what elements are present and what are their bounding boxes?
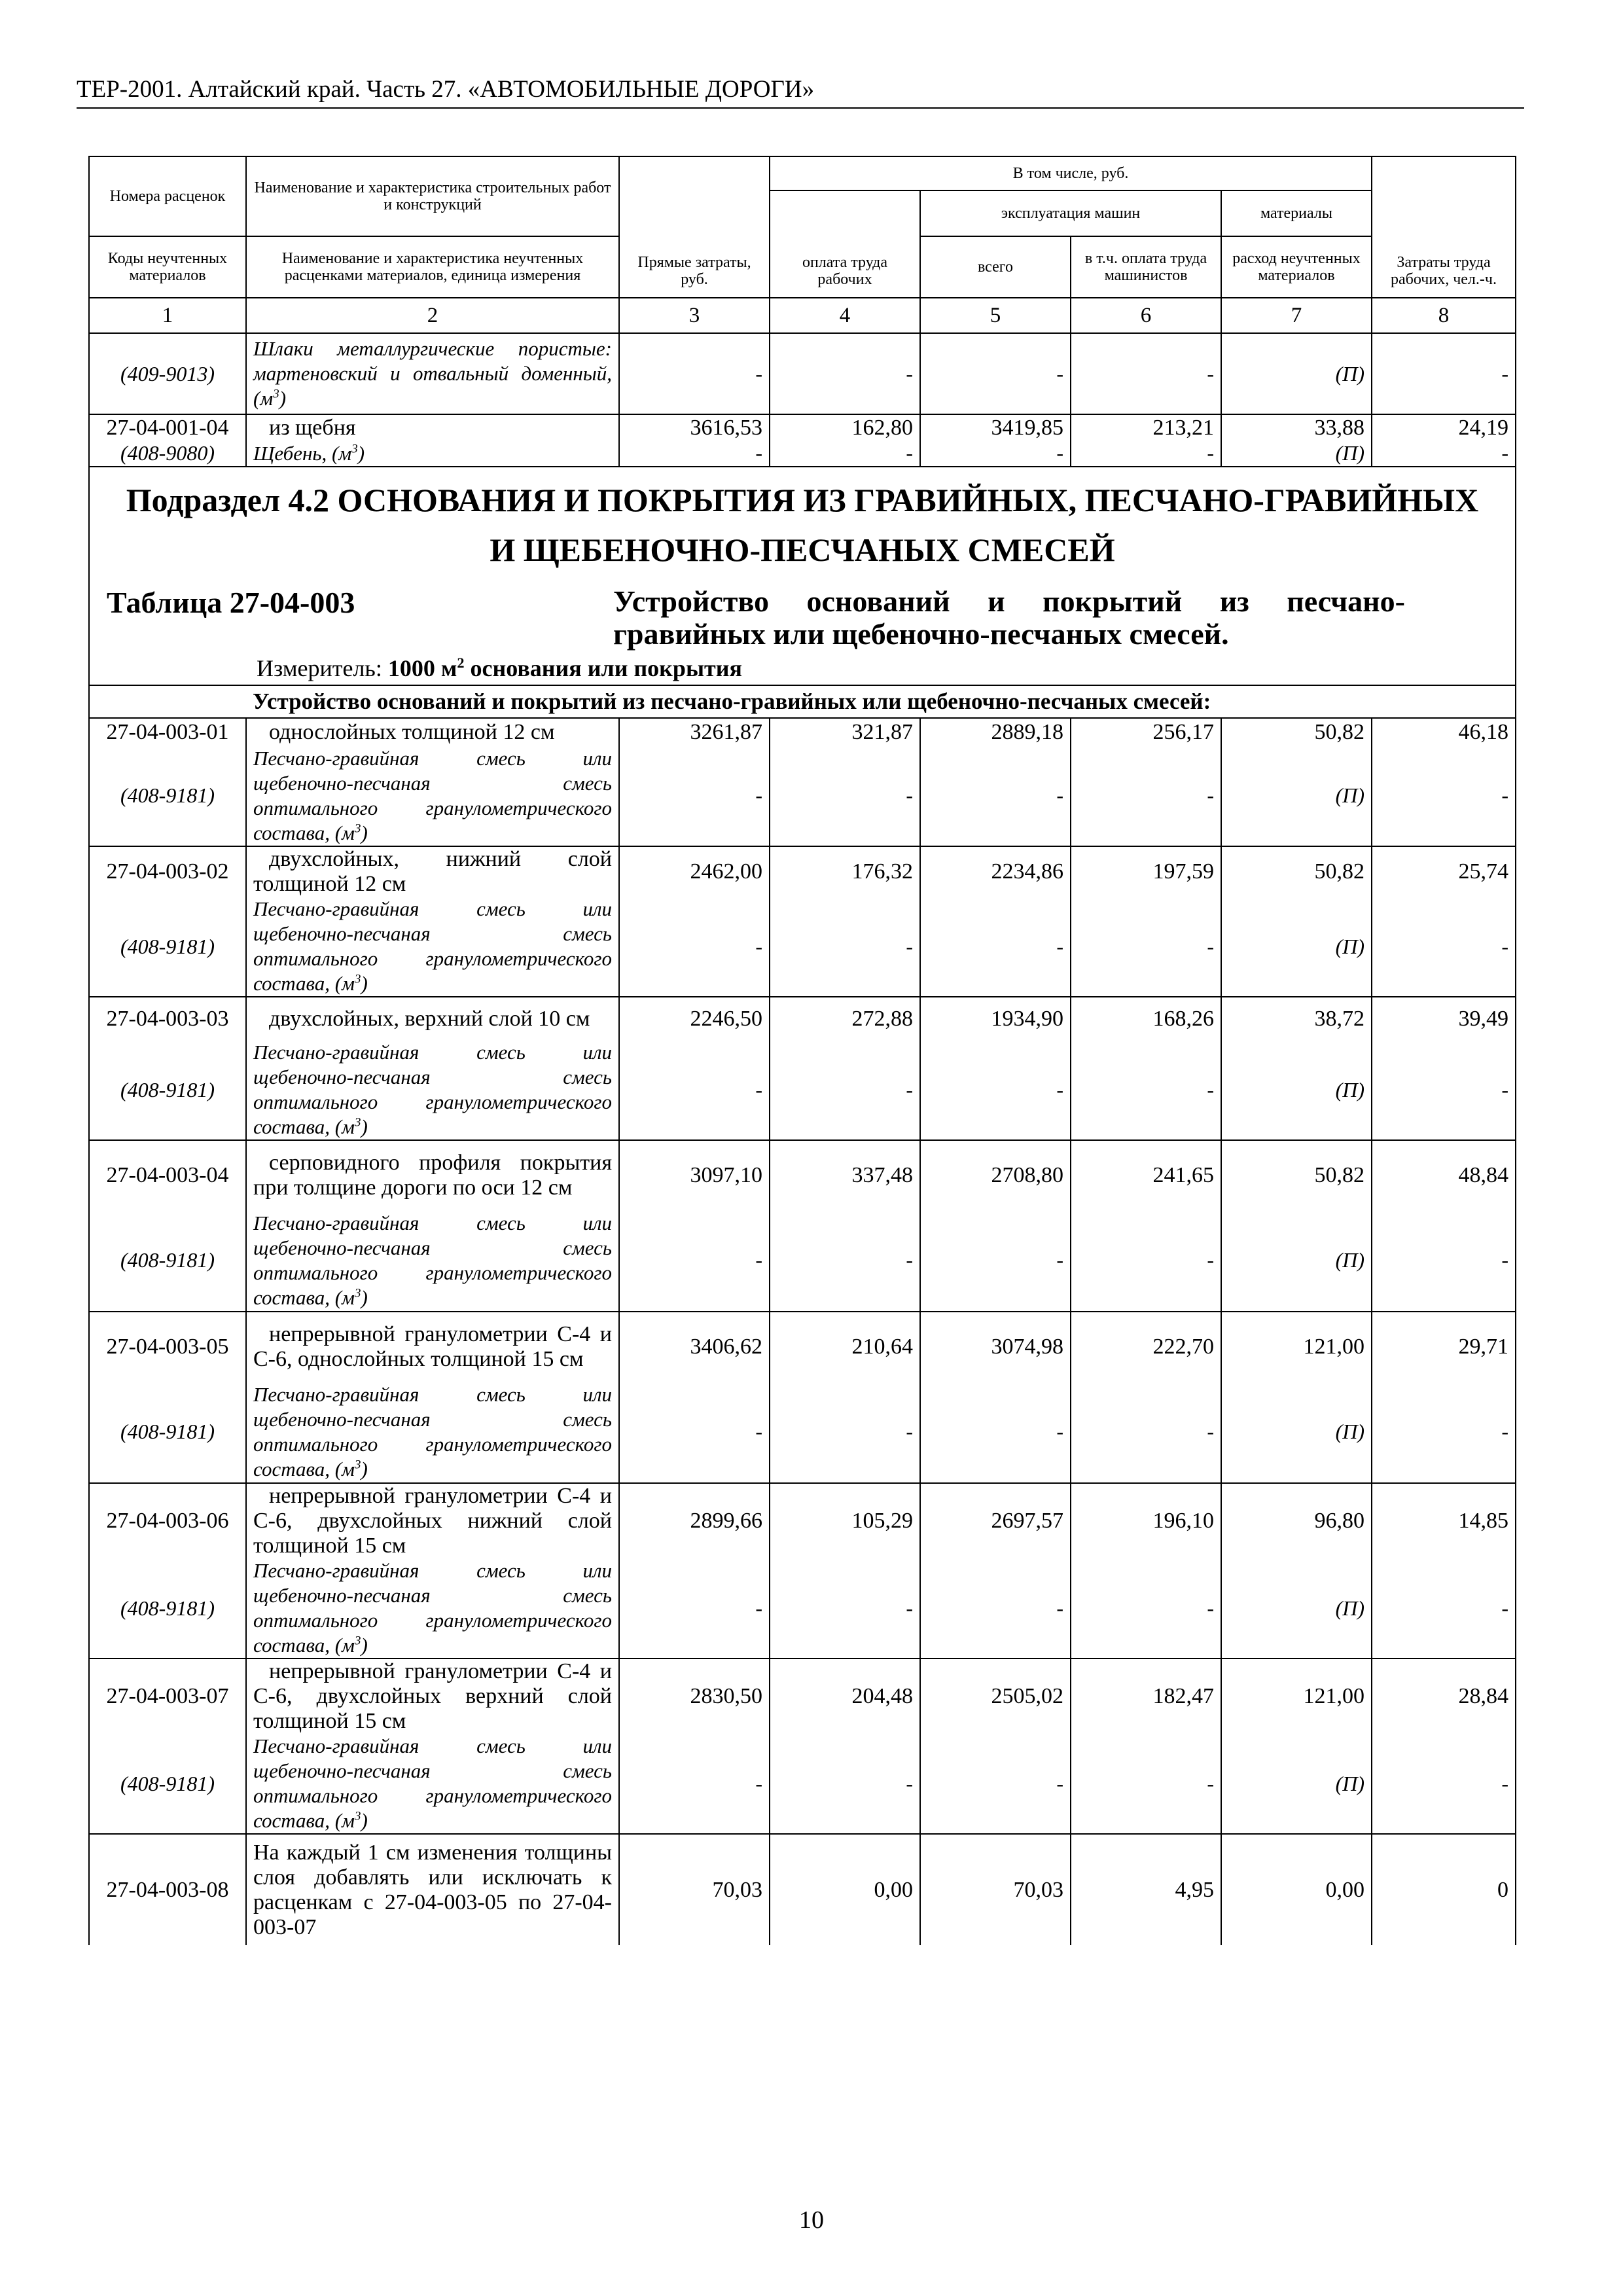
material-name: Шлаки металлургические пористые: мартеновский и отвальный доменный, $(м^3)$: [246, 333, 619, 414]
value-cell: -: [1071, 1040, 1221, 1140]
table-row: [89, 333, 1516, 414]
value-cell: 29,71: [1372, 1312, 1516, 1381]
value-cell: -: [619, 1558, 770, 1659]
material-name: Песчано-гравийная смесь или щебеночно-песчаная смесь оптимального гранулометрического состава, $(м^3)$: [246, 745, 619, 846]
header-materials: материалы: [1221, 190, 1372, 236]
material-code: (409-9013): [89, 333, 246, 414]
value-cell: (П): [1221, 1381, 1372, 1483]
value-cell: -: [619, 1210, 770, 1312]
value-cell: 196,10: [1071, 1483, 1221, 1558]
value-cell: (П): [1221, 1040, 1372, 1140]
value-cell: -: [1071, 440, 1221, 467]
value-cell: 2889,18: [920, 718, 1071, 745]
table-row: [89, 997, 1516, 1040]
value-cell: 2505,02: [920, 1659, 1071, 1734]
price-code: 27-04-003-03: [89, 997, 246, 1040]
value-cell: 70,03: [619, 1834, 770, 1945]
table-title-cell: [89, 575, 1516, 685]
section-heading-row: [89, 467, 1516, 575]
value-cell: 38,72: [1221, 997, 1372, 1040]
value-cell: 3261,87: [619, 718, 770, 745]
table-row: [89, 1834, 1516, 1945]
work-name: двухслойных, верхний слой 10 см: [246, 997, 619, 1040]
value-cell: 24,19: [1372, 414, 1516, 440]
value-cell: -: [619, 745, 770, 846]
value-cell: -: [1372, 1210, 1516, 1312]
header-machine-operation: эксплуатация машин: [920, 190, 1221, 236]
value-cell: -: [619, 897, 770, 997]
table-row: [89, 846, 1516, 897]
value-cell: -: [1071, 897, 1221, 997]
material-name: Щебень, $(м^3)$: [246, 440, 619, 467]
value-cell: 39,49: [1372, 997, 1516, 1040]
rates-table: [88, 156, 1516, 1945]
work-name: непрерывной гранулометрии С-4 и С-6, однослойных толщиной 15 см: [246, 1312, 619, 1381]
value-cell: 1934,90: [920, 997, 1071, 1040]
table-title: Устройство оснований и покрытий из песчано-гравийных или щебеночно-песчаных смесей.: [613, 584, 1405, 651]
value-cell: (П): [1221, 440, 1372, 467]
value-cell: 50,82: [1221, 846, 1372, 897]
value-cell: 4,95: [1071, 1834, 1221, 1945]
value-cell: -: [920, 1381, 1071, 1483]
material-code: (408-9181): [89, 897, 246, 997]
value-cell: -: [770, 745, 920, 846]
column-number: 8: [1372, 298, 1516, 333]
table-row: [89, 745, 1516, 846]
material-code: (408-9181): [89, 1381, 246, 1483]
value-cell: -: [1071, 745, 1221, 846]
table-row: [89, 1381, 1516, 1483]
material-name: Песчано-гравийная смесь или щебеночно-песчаная смесь оптимального гранулометрического состава, $(м^3)$: [246, 1040, 619, 1140]
value-cell: 2899,66: [619, 1483, 770, 1558]
header-work-name: Наименование и характеристика строительных работ и конструкций: [246, 156, 619, 236]
value-cell: -: [1071, 1734, 1221, 1834]
work-name: серповидного профиля покрытия при толщине дороги по оси 12 см: [246, 1140, 619, 1210]
column-number: 4: [770, 298, 920, 333]
value-cell: 33,88: [1221, 414, 1372, 440]
value-cell: 0,00: [770, 1834, 920, 1945]
value-cell: (П): [1221, 745, 1372, 846]
table-row: [89, 897, 1516, 997]
header-material-consumption: расход неучтенных материалов: [1221, 236, 1372, 298]
table-row: [89, 440, 1516, 467]
column-number: 2: [246, 298, 619, 333]
value-cell: 3419,85: [920, 414, 1071, 440]
header-machinist-pay: в т.ч. оплата труда машинистов: [1071, 236, 1221, 298]
table-label: Таблица 27-04-003: [107, 586, 355, 619]
price-code: 27-04-003-05: [89, 1312, 246, 1381]
value-cell: 2234,86: [920, 846, 1071, 897]
value-cell: -: [1372, 745, 1516, 846]
value-cell: 105,29: [770, 1483, 920, 1558]
table-row: [89, 1659, 1516, 1734]
table-title-row: [89, 575, 1516, 685]
value-cell: -: [1372, 1558, 1516, 1659]
value-cell: -: [619, 440, 770, 467]
value-cell: 222,70: [1071, 1312, 1221, 1381]
work-name: однослойных толщиной 12 см: [246, 718, 619, 745]
value-cell: -: [1372, 1381, 1516, 1483]
value-cell: 204,48: [770, 1659, 920, 1734]
value-cell: -: [619, 333, 770, 414]
value-cell: -: [1372, 1040, 1516, 1140]
value-cell: 3406,62: [619, 1312, 770, 1381]
value-cell: 3074,98: [920, 1312, 1071, 1381]
value-cell: 2697,57: [920, 1483, 1071, 1558]
value-cell: -: [920, 897, 1071, 997]
value-cell: -: [619, 1734, 770, 1834]
value-cell: -: [770, 1040, 920, 1140]
material-code: (408-9181): [89, 745, 246, 846]
value-cell: 25,74: [1372, 846, 1516, 897]
table-row: [89, 414, 1516, 440]
value-cell: 2708,80: [920, 1140, 1071, 1210]
value-cell: 28,84: [1372, 1659, 1516, 1734]
value-cell: 48,84: [1372, 1140, 1516, 1210]
value-cell: 50,82: [1221, 718, 1372, 745]
price-code: 27-04-001-04: [89, 414, 246, 440]
value-cell: 197,59: [1071, 846, 1221, 897]
value-cell: -: [770, 333, 920, 414]
value-cell: -: [1372, 333, 1516, 414]
table-row: [89, 1210, 1516, 1312]
value-cell: 337,48: [770, 1140, 920, 1210]
value-cell: 213,21: [1071, 414, 1221, 440]
price-code: 27-04-003-08: [89, 1834, 246, 1945]
column-number: 7: [1221, 298, 1372, 333]
work-name: из щебня: [246, 414, 619, 440]
header-worker-pay: оплата труда рабочих: [770, 190, 920, 298]
value-cell: 3097,10: [619, 1140, 770, 1210]
material-code: (408-9181): [89, 1210, 246, 1312]
value-cell: 321,87: [770, 718, 920, 745]
material-code: (408-9080): [89, 440, 246, 467]
price-code: 27-04-003-01: [89, 718, 246, 745]
work-name: На каждый 1 см изменения толщины слоя добавлять или исключать к расценкам с 27-04-003-05 по 27-04-003-07: [246, 1834, 619, 1945]
price-code: 27-04-003-04: [89, 1140, 246, 1210]
document-header: ТЕР-2001. Алтайский край. Часть 27. «АВТОМОБИЛЬНЫЕ ДОРОГИ»: [77, 73, 1524, 109]
section-title-line: Подраздел 4.2 ОСНОВАНИЯ И ПОКРЫТИЯ ИЗ ГРАВИЙНЫХ, ПЕСЧАНО-ГРАВИЙНЫХ: [126, 482, 1479, 518]
material-code: (408-9181): [89, 1040, 246, 1140]
header-material-name: Наименование и характеристика неучтенных расценками материалов, единица измерения: [246, 236, 619, 298]
subheader-row: [89, 685, 1516, 718]
table-row: [89, 718, 1516, 745]
value-cell: -: [920, 1558, 1071, 1659]
value-cell: -: [619, 1381, 770, 1483]
value-cell: -: [920, 440, 1071, 467]
column-number: 1: [89, 298, 246, 333]
page-number: 10: [799, 2206, 824, 2234]
value-cell: 2830,50: [619, 1659, 770, 1734]
value-cell: -: [920, 1040, 1071, 1140]
measurement-unit: Измеритель: 1000 $м^2$ основания или покрытия: [257, 655, 742, 681]
material-name: Песчано-гравийная смесь или щебеночно-песчаная смесь оптимального гранулометрического состава, $(м^3)$: [246, 1734, 619, 1834]
value-cell: -: [770, 1734, 920, 1834]
table-row: [89, 1483, 1516, 1558]
value-cell: -: [920, 333, 1071, 414]
value-cell: -: [1372, 1734, 1516, 1834]
header-price-number: Номера расценок: [89, 156, 246, 236]
header-direct-costs: Прямые затраты, руб.: [619, 156, 770, 298]
value-cell: -: [619, 1040, 770, 1140]
work-name: непрерывной гранулометрии С-4 и С-6, двухслойных нижний слой толщиной 15 см: [246, 1483, 619, 1558]
value-cell: -: [1372, 440, 1516, 467]
table-row: [89, 1040, 1516, 1140]
work-name: непрерывной гранулометрии С-4 и С-6, двухслойных верхний слой толщиной 15 см: [246, 1659, 619, 1734]
column-number: 3: [619, 298, 770, 333]
header-total: всего: [920, 236, 1071, 298]
value-cell: -: [1071, 333, 1221, 414]
value-cell: 2462,00: [619, 846, 770, 897]
value-cell: 168,26: [1071, 997, 1221, 1040]
value-cell: (П): [1221, 1734, 1372, 1834]
price-code: 27-04-003-06: [89, 1483, 246, 1558]
work-name: двухслойных, нижний слой толщиной 12 см: [246, 846, 619, 897]
value-cell: 3616,53: [619, 414, 770, 440]
table-row: [89, 1734, 1516, 1834]
value-cell: -: [1071, 1210, 1221, 1312]
value-cell: 272,88: [770, 997, 920, 1040]
table-row: [89, 1140, 1516, 1210]
material-code: (408-9181): [89, 1558, 246, 1659]
value-cell: -: [1071, 1381, 1221, 1483]
table-row: [89, 1558, 1516, 1659]
value-cell: 121,00: [1221, 1312, 1372, 1381]
value-cell: -: [770, 897, 920, 997]
value-cell: 210,64: [770, 1312, 920, 1381]
value-cell: 121,00: [1221, 1659, 1372, 1734]
value-cell: 162,80: [770, 414, 920, 440]
value-cell: (П): [1221, 1558, 1372, 1659]
section-title-line: И ЩЕБЕНОЧНО-ПЕСЧАНЫХ СМЕСЕЙ: [490, 531, 1115, 568]
material-name: Песчано-гравийная смесь или щебеночно-песчаная смесь оптимального гранулометрического состава, $(м^3)$: [246, 1381, 619, 1483]
value-cell: -: [920, 1734, 1071, 1834]
value-cell: 46,18: [1372, 718, 1516, 745]
price-code: 27-04-003-02: [89, 846, 246, 897]
header-including: В том числе, руб.: [770, 156, 1372, 190]
material-name: Песчано-гравийная смесь или щебеночно-песчаная смесь оптимального гранулометрического состава, $(м^3)$: [246, 897, 619, 997]
header-material-codes: Коды неучтенных материалов: [89, 236, 246, 298]
value-cell: -: [770, 1381, 920, 1483]
value-cell: (П): [1221, 333, 1372, 414]
value-cell: -: [770, 1210, 920, 1312]
section-title: [89, 467, 1516, 575]
table-subheader: Устройство оснований и покрытий из песчано-гравийных или щебеночно-песчаных смесей:: [246, 685, 1516, 718]
material-code: (408-9181): [89, 1734, 246, 1834]
material-name: Песчано-гравийная смесь или щебеночно-песчаная смесь оптимального гранулометрического состава, $(м^3)$: [246, 1210, 619, 1312]
value-cell: -: [1372, 897, 1516, 997]
value-cell: 0: [1372, 1834, 1516, 1945]
value-cell: (П): [1221, 1210, 1372, 1312]
value-cell: 50,82: [1221, 1140, 1372, 1210]
value-cell: -: [920, 745, 1071, 846]
value-cell: 256,17: [1071, 718, 1221, 745]
value-cell: -: [1071, 1558, 1221, 1659]
value-cell: 0,00: [1221, 1834, 1372, 1945]
column-number: 6: [1071, 298, 1221, 333]
value-cell: 14,85: [1372, 1483, 1516, 1558]
value-cell: 96,80: [1221, 1483, 1372, 1558]
material-name: Песчано-гравийная смесь или щебеночно-песчаная смесь оптимального гранулометрического состава, $(м^3)$: [246, 1558, 619, 1659]
table-row: [89, 1312, 1516, 1381]
value-cell: 182,47: [1071, 1659, 1221, 1734]
column-number: 5: [920, 298, 1071, 333]
value-cell: 2246,50: [619, 997, 770, 1040]
value-cell: 241,65: [1071, 1140, 1221, 1210]
value-cell: -: [770, 1558, 920, 1659]
value-cell: 176,32: [770, 846, 920, 897]
value-cell: -: [920, 1210, 1071, 1312]
price-code: 27-04-003-07: [89, 1659, 246, 1734]
value-cell: -: [770, 440, 920, 467]
header-labor-costs: Затраты труда рабочих, чел.-ч.: [1372, 156, 1516, 298]
value-cell: 70,03: [920, 1834, 1071, 1945]
value-cell: (П): [1221, 897, 1372, 997]
